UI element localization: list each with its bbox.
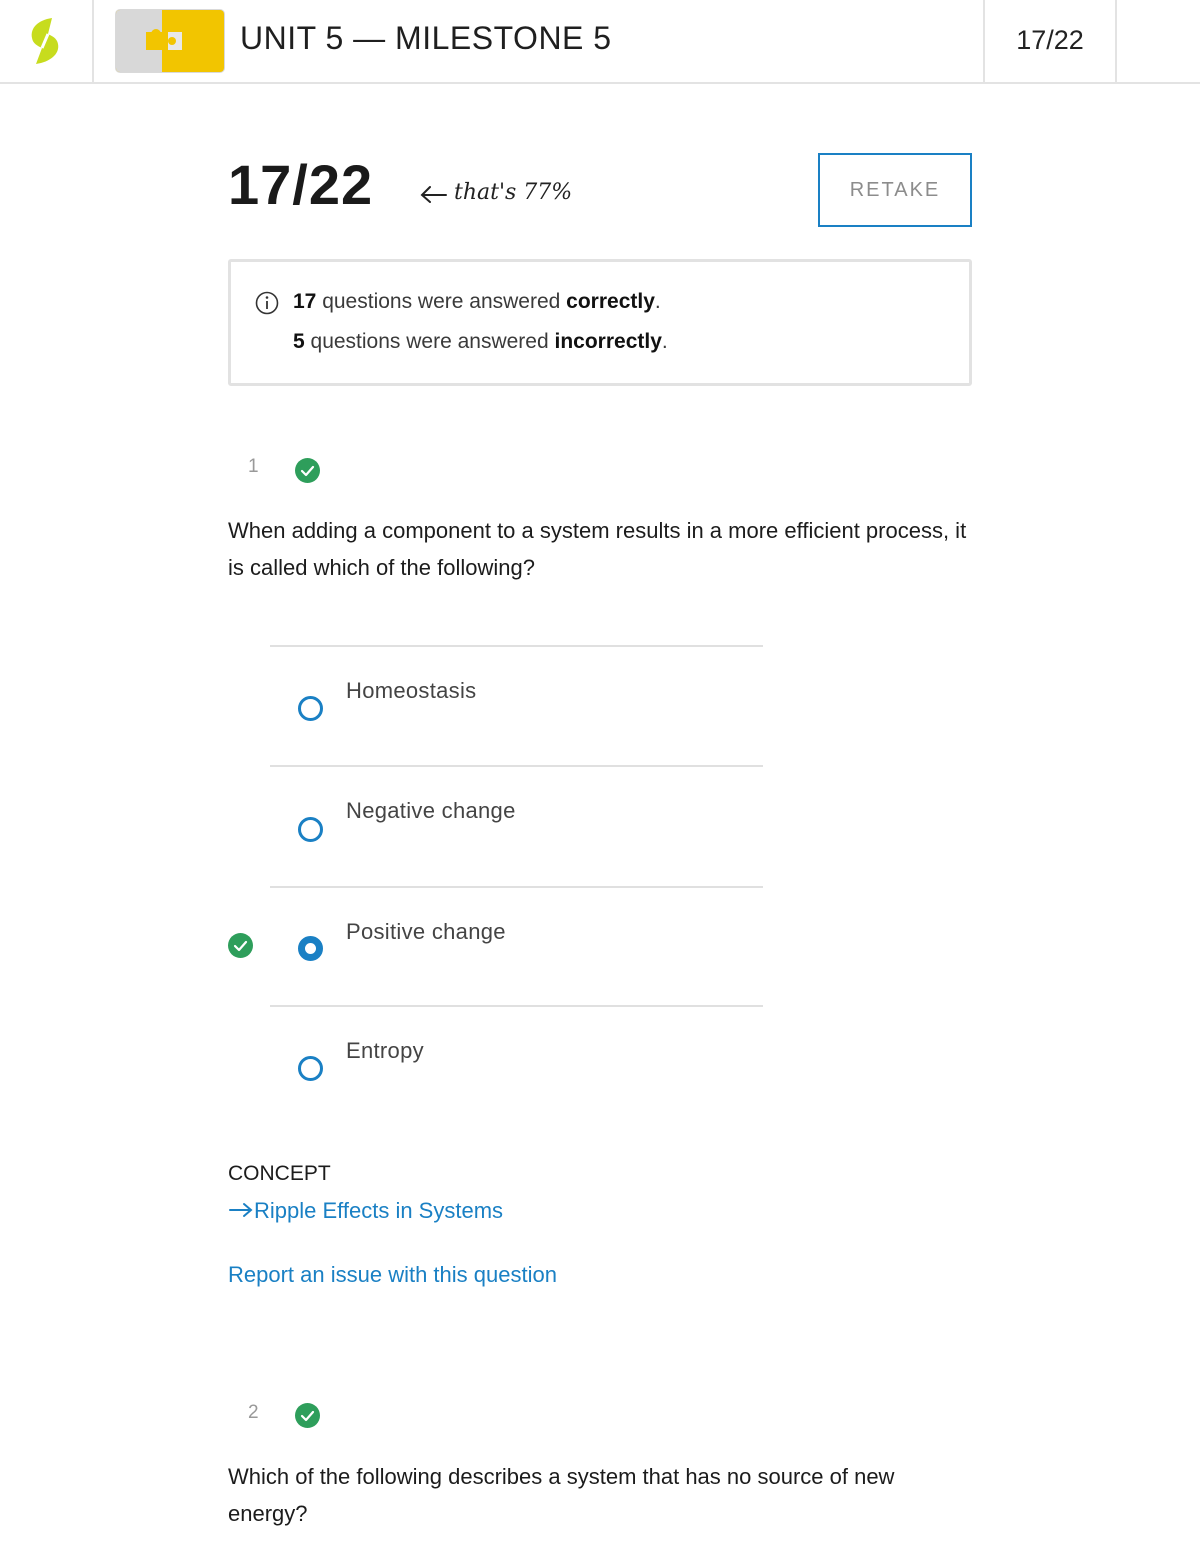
question-number: 2 bbox=[248, 1402, 259, 1423]
score-note-text: that's 77% bbox=[454, 180, 573, 205]
answer-label: Entropy bbox=[346, 1038, 424, 1063]
correct-text: questions were answered bbox=[316, 290, 567, 313]
radio-button-selected[interactable] bbox=[298, 936, 323, 961]
answer-option-selected[interactable] bbox=[270, 886, 763, 1006]
correct-check-icon bbox=[295, 458, 320, 483]
correct-word: correctly bbox=[566, 290, 655, 313]
milestone-thumbnail bbox=[116, 10, 224, 72]
radio-button[interactable] bbox=[298, 1056, 323, 1081]
correct-summary bbox=[293, 290, 661, 314]
answer-option[interactable] bbox=[270, 645, 763, 765]
page-title: UNIT 5 — MILESTONE 5 bbox=[240, 20, 612, 56]
sophia-logo-icon bbox=[24, 14, 68, 70]
header-score: 17/22 bbox=[983, 0, 1117, 82]
answer-option[interactable] bbox=[270, 1005, 763, 1125]
concept-heading: CONCEPT bbox=[228, 1162, 331, 1185]
concept-link[interactable] bbox=[228, 1198, 503, 1224]
results-summary bbox=[228, 259, 972, 386]
report-issue-link[interactable]: Report an issue with this question bbox=[228, 1262, 557, 1287]
answer-label: Negative change bbox=[346, 798, 516, 823]
correct-check-icon bbox=[295, 1403, 320, 1428]
correct-period: . bbox=[654, 290, 661, 313]
info-icon bbox=[255, 291, 279, 315]
arrow-right-icon bbox=[228, 1201, 254, 1219]
answer-option[interactable] bbox=[270, 765, 763, 885]
score-note bbox=[418, 180, 572, 205]
radio-button[interactable] bbox=[298, 817, 323, 842]
incorrect-text: questions were answered bbox=[304, 330, 555, 353]
concept-link-label: Ripple Effects in Systems bbox=[254, 1198, 504, 1223]
incorrect-period: . bbox=[661, 330, 668, 353]
correct-answer-check-icon bbox=[228, 933, 253, 958]
incorrect-summary bbox=[293, 330, 668, 354]
result-score: 17/22 bbox=[228, 153, 374, 216]
radio-button[interactable] bbox=[298, 696, 323, 721]
incorrect-word: incorrectly bbox=[554, 330, 662, 353]
question-text: When adding a component to a system results in a more efficient process, it is called which of the following? bbox=[228, 518, 967, 580]
answer-label: Positive change bbox=[346, 919, 506, 944]
arrow-left-icon bbox=[418, 183, 448, 203]
answer-label: Homeostasis bbox=[346, 678, 477, 703]
top-bar bbox=[0, 0, 1200, 84]
puzzle-thumbnail-icon bbox=[116, 10, 224, 72]
incorrect-count: 5 bbox=[293, 330, 305, 353]
correct-count: 17 bbox=[293, 290, 317, 313]
retake-button[interactable]: RETAKE bbox=[818, 153, 972, 227]
logo-cell[interactable] bbox=[0, 0, 94, 82]
question-number: 1 bbox=[248, 456, 259, 477]
question-text: Which of the following describes a system that has no source of new energy? bbox=[228, 1464, 895, 1526]
